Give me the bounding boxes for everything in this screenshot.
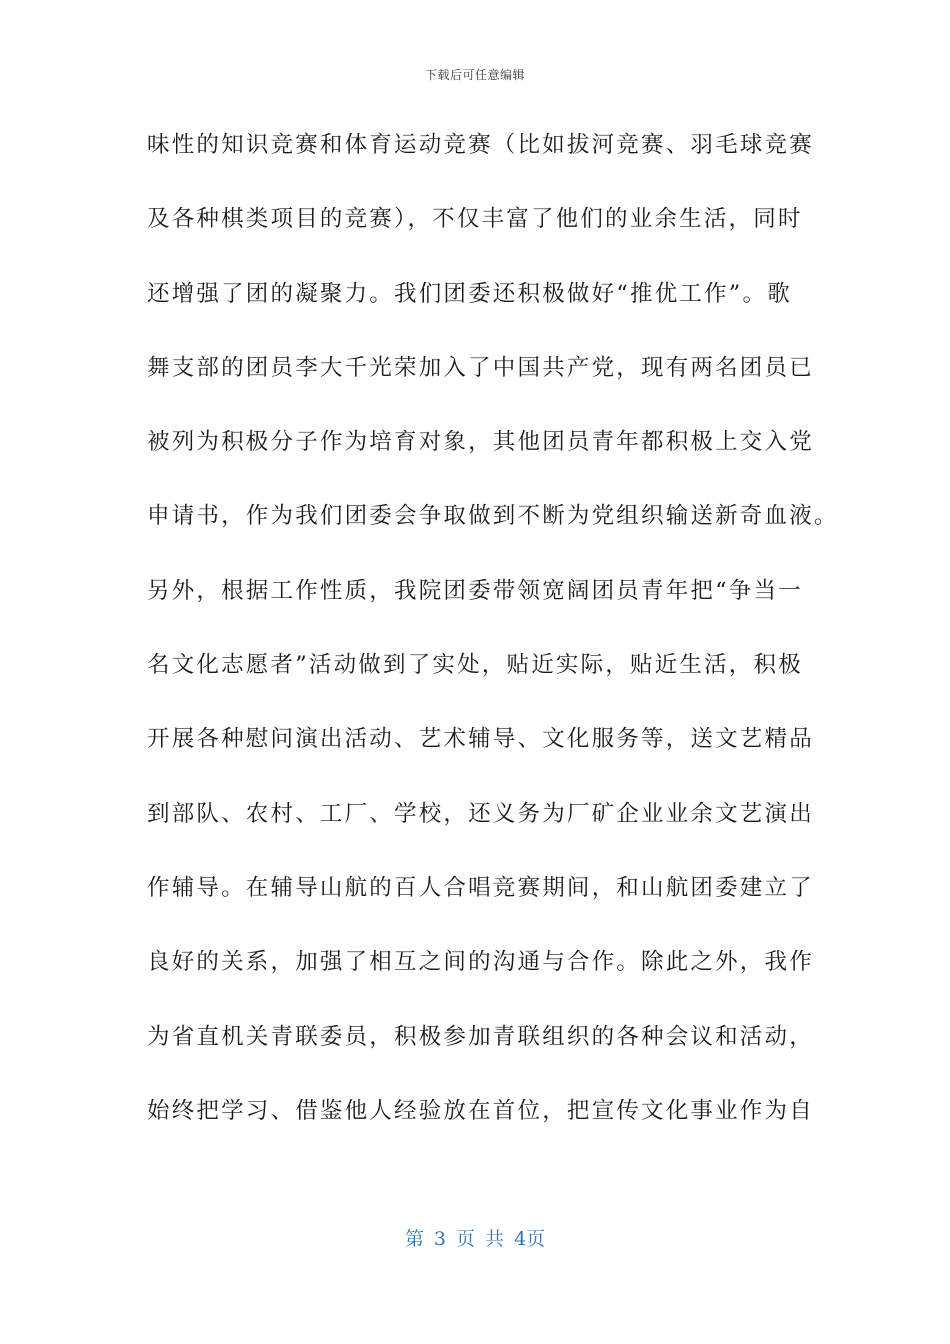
text-line: 申请书，作为我们团委会争取做到不断为党组织输送新奇血液。 [147, 503, 839, 530]
page-number: 第 3 页 共 4页 [404, 1228, 546, 1250]
text-line: 还增强了团的凝聚力。我们团委还积极做好“推优工作”。歌 [147, 280, 792, 307]
text-line: 舞支部的团员李大千光荣加入了中国共产党，现有两名团员已 [147, 354, 814, 381]
text-line: 作辅导。在辅导山航的百人合唱竞赛期间，和山航团委建立了 [147, 874, 814, 901]
text-line: 另外，根据工作性质，我院团委带领宽阔团员青年把“争当一 [147, 577, 803, 604]
text-line: 良好的关系，加强了相互之间的沟通与合作。除此之外，我作 [147, 949, 814, 976]
header-note: 下载后可任意编辑 [424, 68, 525, 82]
text-line: 到部队、农村、工厂、学校，还义务为厂矿企业业余文艺演出 [147, 800, 814, 827]
text-line: 味性的知识竞赛和体育运动竞赛（比如拔河竞赛、羽毛球竞赛 [147, 132, 814, 158]
document-body [147, 118, 839, 1158]
text-line: 开展各种慰问演出活动、艺术辅导、文化服务等，送文艺精品 [147, 726, 814, 753]
text-line: 始终把学习、借鉴他人经验放在首位，把宣传文化事业作为自 [147, 1097, 814, 1124]
text-line: 名文化志愿者”活动做到了实处，贴近实际，贴近生活，积极 [147, 652, 803, 679]
text-line: 为省直机关青联委员，积极参加青联组织的各种会议和活动， [147, 1023, 814, 1050]
text-line: 及各种棋类项目的竞赛），不仅丰富了他们的业余生活，同时 [147, 206, 803, 233]
text-line: 被列为积极分子作为培育对象，其他团员青年都积极上交入党 [147, 429, 814, 456]
